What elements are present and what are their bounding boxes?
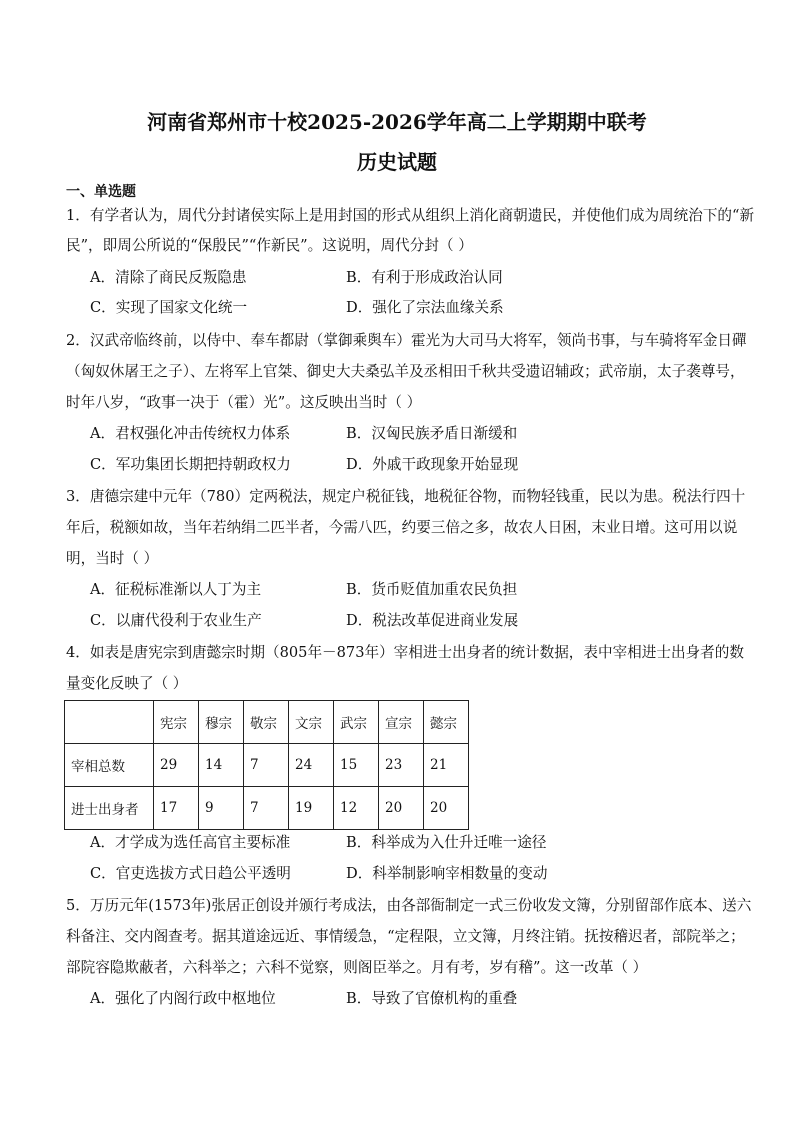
question-5-line-3: 部院容隐欺蔽者，六科举之；六科不觉察，则阁臣举之。月有考，岁有稽”。这一改革（ ） (66, 959, 648, 976)
question-5-line-2: 科备注、交内阁查考。据其道途远近、事情缓急，“定程限，立文簿，月终注销。抚按稽迟者，部院举之； (66, 928, 745, 945)
question-3-line-3: 明，当时（ ） (66, 550, 159, 567)
question-3-option-d: D．税法改革促进商业发展 (346, 612, 519, 629)
question-5-option-b: B．导致了官僚机构的重叠 (346, 990, 518, 1007)
table-header-cell: 武宗 (334, 701, 379, 744)
question-1-line-2: 民”，即周公所说的“保殷民”“作新民”。这说明，周代分封（ ） (66, 237, 473, 254)
question-2-line-2: （匈奴休屠王之子）、左将军上官桀、御史大夫桑弘羊及丞相田千秋共受遗诏辅政；武帝崩，太子袭尊号， (66, 363, 745, 380)
question-4-option-b: B．科举成为入仕升迁唯一途径 (346, 834, 547, 851)
table-header-cell: 宪宗 (154, 701, 199, 744)
table-cell: 20 (424, 787, 469, 830)
question-4-line-1: 4．如表是唐宪宗到唐懿宗时期（805年－873年）宰相进士出身者的统计数据，表中宰相进士出身者的数 (66, 644, 744, 661)
exam-subtitle: 历史试题 (357, 150, 437, 174)
table-cell: 宰相总数 (65, 744, 154, 787)
table-header-row (65, 701, 469, 744)
question-2-line-3: 时年八岁，“政事一决于（霍）光”。这反映出当时（ ） (66, 394, 422, 411)
question-2-line-1: 2．汉武帝临终前，以侍中、奉车都尉（掌御乘舆车）霍光为大司马大将军，领尚书事，与车骑将军金日磾 (66, 332, 747, 349)
question-3-option-c: C．以庸代役利于农业生产 (90, 612, 262, 629)
exam-title: 河南省郑州市十校2025-2026学年高二上学期期中联考 (147, 110, 647, 134)
table-row (65, 744, 469, 787)
table-cell: 24 (289, 744, 334, 787)
question-1-option-d: D．强化了宗法血缘关系 (346, 299, 504, 316)
question-3-line-2: 年后，税额如故，当年若纳绢二匹半者，今需八匹，约要三倍之多，故农人日困，末业日增。这可用以说 (66, 519, 738, 536)
table-header-cell (65, 701, 154, 744)
question-3-line-1: 3．唐德宗建中元年（780）定两税法，规定户税征钱，地税征谷物，而物轻钱重，民以为患。税法行四十 (66, 488, 746, 505)
table-header-cell: 穆宗 (199, 701, 244, 744)
table-cell: 12 (334, 787, 379, 830)
table-cell: 21 (424, 744, 469, 787)
question-2-option-c: C．军功集团长期把持朝政权力 (90, 456, 291, 473)
question-1-option-c: C．实现了国家文化统一 (90, 299, 248, 316)
table-header-cell: 敬宗 (244, 701, 289, 744)
question-3-option-a: A．征税标准渐以人丁为主 (90, 581, 262, 598)
question-1-line-1: 1．有学者认为，周代分封诸侯实际上是用封国的形式从组织上消化商朝遗民，并使他们成为周统治下的“新 (66, 207, 755, 224)
table-header-cell: 宣宗 (379, 701, 424, 744)
table-cell: 进士出身者 (65, 787, 154, 830)
table-cell: 19 (289, 787, 334, 830)
question-2-option-b: B．汉匈民族矛盾日渐缓和 (346, 425, 518, 442)
table-header-cell: 文宗 (289, 701, 334, 744)
question-5-line-1: 5．万历元年(1573年)张居正创设并颁行考成法，由各部衙制定一式三份收发文簿，分别留部作底本、送六 (66, 897, 752, 914)
table-cell: 9 (199, 787, 244, 830)
question-4-option-d: D．科举制影响宰相数量的变动 (346, 865, 548, 882)
question-1-option-a: A．清除了商民反叛隐患 (90, 269, 247, 286)
table-cell: 23 (379, 744, 424, 787)
question-3-option-b: B．货币贬值加重农民负担 (346, 581, 518, 598)
section-heading: 一、单选题 (66, 184, 136, 200)
question-4-option-a: A．才学成为选任高官主要标准 (90, 834, 291, 851)
question-2-option-d: D．外戚干政现象开始显现 (346, 456, 519, 473)
table-cell: 14 (199, 744, 244, 787)
table-cell: 15 (334, 744, 379, 787)
table-cell: 17 (154, 787, 199, 830)
chancellor-stats-table (64, 700, 469, 830)
question-4-option-c: C．官吏选拔方式日趋公平透明 (90, 865, 291, 882)
table-cell: 20 (379, 787, 424, 830)
table-row (65, 787, 469, 830)
table-cell: 7 (244, 744, 289, 787)
question-1-option-b: B．有利于形成政治认同 (346, 269, 503, 286)
question-4-line-2: 量变化反映了（ ） (66, 675, 188, 692)
question-5-option-a: A．强化了内阁行政中枢地位 (90, 990, 276, 1007)
table-cell: 7 (244, 787, 289, 830)
question-2-option-a: A．君权强化冲击传统权力体系 (90, 425, 291, 442)
table-cell: 29 (154, 744, 199, 787)
table-header-cell: 懿宗 (424, 701, 469, 744)
